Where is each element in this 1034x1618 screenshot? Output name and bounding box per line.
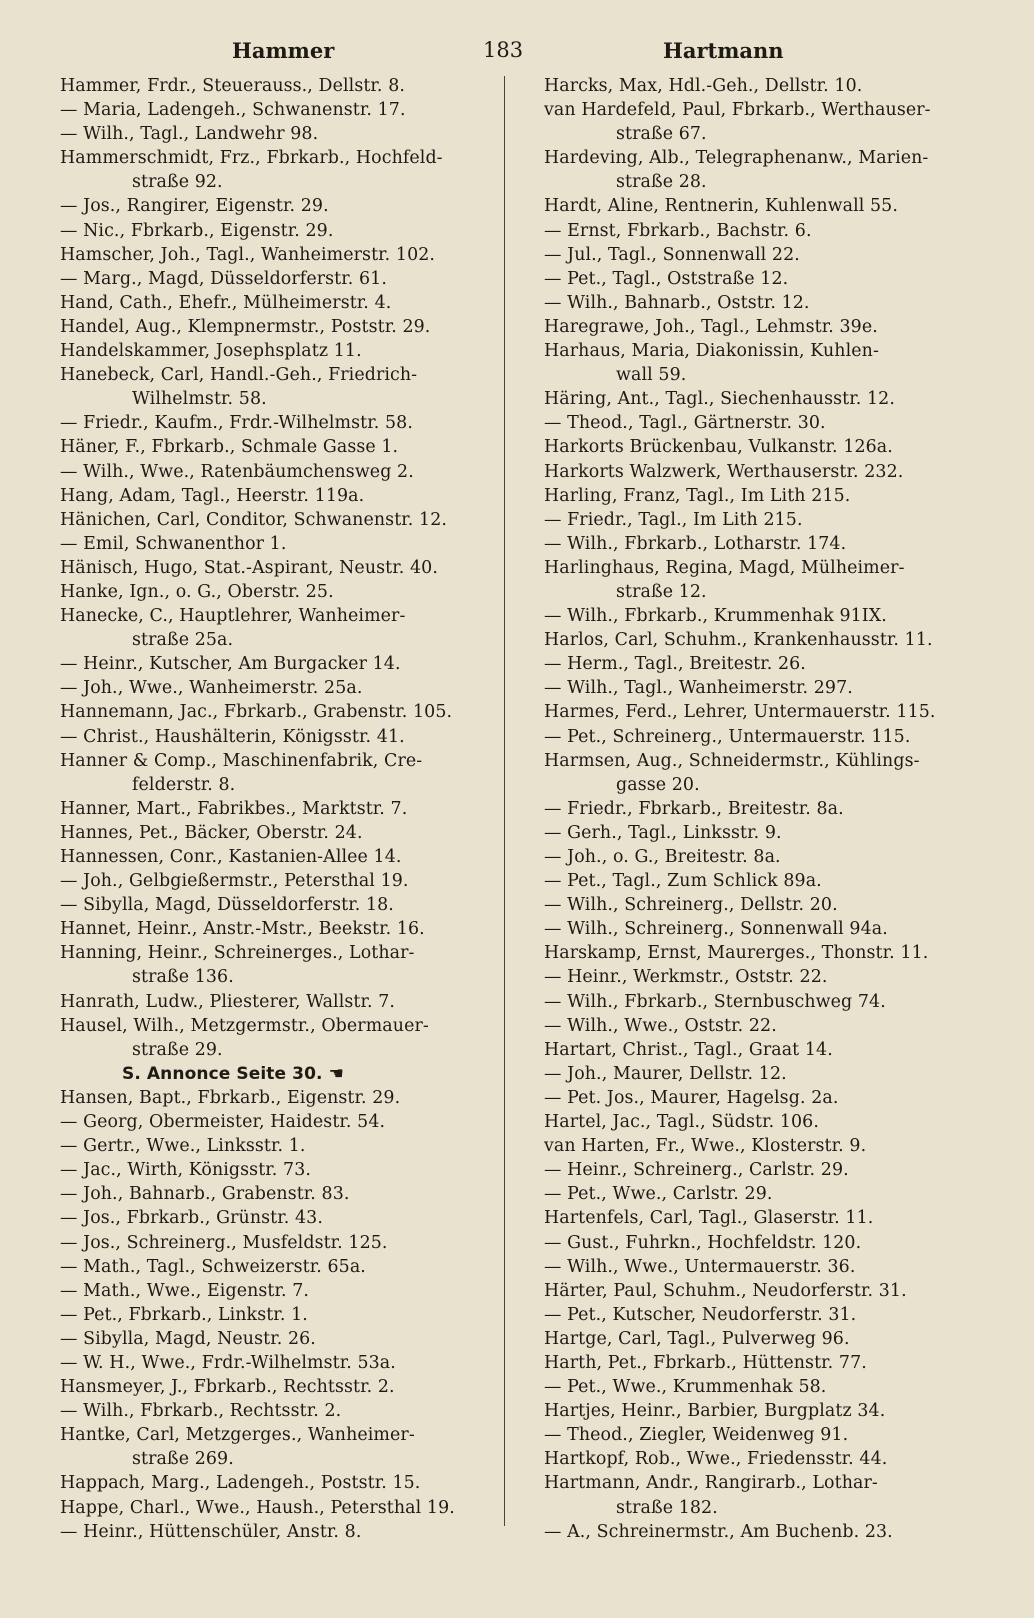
directory-entry: — Heinr., Hüttenschüler, Anstr. 8. bbox=[60, 1521, 362, 1542]
directory-entry: Härter, Paul, Schuhm., Neudorferstr. 31. bbox=[544, 1280, 907, 1301]
directory-entry: Hannessen, Conr., Kastanien-Allee 14. bbox=[60, 847, 402, 867]
directory-entry: Handelskammer, Josephsplatz 11. bbox=[60, 341, 362, 362]
right-column bbox=[522, 74, 982, 1544]
annonce-reference bbox=[60, 1062, 498, 1086]
directory-entry: — Friedr., Fbrkarb., Breitestr. 8a. bbox=[544, 798, 844, 819]
directory-entry: Häner, F., Fbrkarb., Schmale Gasse 1. bbox=[60, 437, 399, 458]
directory-entry: — Nic., Fbrkarb., Eigenstr. 29. bbox=[60, 220, 334, 241]
directory-entry: Harling, Franz, Tagl., Im Lith 215. bbox=[544, 485, 851, 506]
directory-entry: straße 182. bbox=[616, 1497, 718, 1518]
directory-entry: — Jul., Tagl., Sonnenwall 22. bbox=[544, 244, 800, 265]
directory-entry: — Friedr., Tagl., Im Lith 215. bbox=[544, 509, 803, 530]
directory-entry: — Pet., Wwe., Carlstr. 29. bbox=[544, 1184, 773, 1205]
column-divider bbox=[504, 76, 505, 1526]
directory-entry: Hammer, Frdr., Steuerauss., Dellstr. 8. bbox=[60, 76, 405, 96]
directory-entry: — Math., Wwe., Eigenstr. 7. bbox=[60, 1280, 310, 1301]
directory-entry: Hartmann, Andr., Rangirarb., Lothar- bbox=[544, 1473, 878, 1494]
directory-entry: Hänichen, Carl, Conditor, Schwanenstr. 12. bbox=[60, 509, 448, 530]
header-left-name: Hammer bbox=[232, 38, 335, 63]
directory-entry: — A., Schreinermstr., Am Buchenb. 23. bbox=[544, 1521, 893, 1542]
directory-entry: Wilhelmstr. 58. bbox=[132, 389, 267, 410]
directory-entry: Happe, Charl., Wwe., Haush., Petersthal 19. bbox=[60, 1497, 455, 1518]
directory-entry: — Wilh., Fbrkarb., Sternbuschweg 74. bbox=[544, 991, 886, 1012]
directory-entry: — Herm., Tagl., Breitestr. 26. bbox=[544, 654, 806, 675]
directory-entry: — Gertr., Wwe., Linksstr. 1. bbox=[60, 1136, 306, 1157]
directory-entry: wall 59. bbox=[616, 365, 687, 386]
directory-entry: — Heinr., Schreinerg., Carlstr. 29. bbox=[544, 1160, 849, 1181]
directory-entry: straße 28. bbox=[616, 172, 707, 193]
directory-entry: Harlinghaus, Regina, Magd, Mülheimer- bbox=[544, 557, 905, 578]
directory-entry: — Jos., Schreinerg., Musfeldstr. 125. bbox=[60, 1232, 388, 1253]
directory-entry: — Sibylla, Magd, Neustr. 26. bbox=[60, 1328, 316, 1349]
directory-entry: Hardeving, Alb., Telegraphenanw., Marien- bbox=[544, 148, 929, 169]
header-right-name: Hartmann bbox=[663, 38, 784, 63]
directory-entry: — Joh., o. G., Breitestr. 8a. bbox=[544, 847, 781, 867]
directory-entry: — Wilh., Wwe., Oststr. 22. bbox=[544, 1015, 777, 1036]
directory-entry: gasse 20. bbox=[616, 774, 700, 795]
directory-entry: — Wilh., Schreinerg., Dellstr. 20. bbox=[544, 895, 838, 916]
directory-entry: — Emil, Schwanenthor 1. bbox=[60, 533, 287, 554]
directory-entry: Hanebeck, Carl, Handl.-Geh., Friedrich- bbox=[60, 365, 418, 386]
directory-entry: Harmsen, Aug., Schneidermstr., Kühlings- bbox=[544, 750, 920, 771]
directory-entry: — Joh., Gelbgießermstr., Petersthal 19. bbox=[60, 871, 409, 892]
directory-entry: Hanning, Heinr., Schreinerges., Lothar- bbox=[60, 943, 415, 964]
directory-entry: — Theod., Ziegler, Weidenweg 91. bbox=[544, 1425, 849, 1446]
directory-entry: — Heinr., Kutscher, Am Burgacker 14. bbox=[60, 654, 401, 675]
directory-entry: Hannes, Pet., Bäcker, Oberstr. 24. bbox=[60, 822, 363, 843]
directory-entry: Harth, Pet., Fbrkarb., Hüttenstr. 77. bbox=[544, 1352, 867, 1373]
page-number: 183 bbox=[483, 38, 524, 62]
directory-entry: — Ernst, Fbrkarb., Bachstr. 6. bbox=[544, 220, 812, 241]
directory-entry: — Wilh., Fbrkarb., Lotharstr. 174. bbox=[544, 533, 847, 554]
directory-entry: — Maria, Ladengeh., Schwanenstr. 17. bbox=[60, 100, 406, 121]
annonce-text: S. Annonce Seite 30. bbox=[122, 1063, 323, 1084]
directory-entry: — Wilh., Fbrkarb., Krummenhak 91IX. bbox=[544, 606, 887, 627]
directory-entry: Hardt, Aline, Rentnerin, Kuhlenwall 55. bbox=[544, 196, 898, 217]
directory-entry: — Joh., Maurer, Dellstr. 12. bbox=[544, 1063, 787, 1084]
directory-entry: — Wilh., Tagl., Landwehr 98. bbox=[60, 124, 319, 145]
directory-entry: — Pet., Schreinerg., Untermauerstr. 115. bbox=[544, 726, 911, 747]
directory-entry: Hartjes, Heinr., Barbier, Burgplatz 34. bbox=[544, 1401, 886, 1422]
directory-entry: Hartart, Christ., Tagl., Graat 14. bbox=[544, 1039, 833, 1060]
directory-entry: Hang, Adam, Tagl., Heerstr. 119a. bbox=[60, 485, 365, 506]
directory-entry: — Sibylla, Magd, Düsseldorferstr. 18. bbox=[60, 895, 394, 916]
directory-entry: — Christ., Haushälterin, Königsstr. 41. bbox=[60, 726, 405, 747]
directory-entry: Hartel, Jac., Tagl., Südstr. 106. bbox=[544, 1112, 819, 1133]
directory-entry: — Wilh., Tagl., Wanheimerstr. 297. bbox=[544, 678, 853, 699]
directory-entry: Hand, Cath., Ehefr., Mülheimerstr. 4. bbox=[60, 292, 392, 313]
directory-entry: Harmes, Ferd., Lehrer, Untermauerstr. 115. bbox=[544, 702, 936, 723]
pointing-hand-icon: ☚ bbox=[328, 1063, 344, 1084]
directory-entry: — Friedr., Kaufm., Frdr.-Wilhelmstr. 58. bbox=[60, 413, 413, 434]
directory-entry: Hanecke, C., Hauptlehrer, Wanheimer- bbox=[60, 606, 406, 627]
directory-entry: Hausel, Wilh., Metzgermstr., Obermauer- bbox=[60, 1015, 429, 1036]
directory-entry: van Harten, Fr., Wwe., Klosterstr. 9. bbox=[544, 1136, 867, 1157]
directory-entry: Harhaus, Maria, Diakonissin, Kuhlen- bbox=[544, 341, 879, 362]
directory-entry: Hanke, Ign., o. G., Oberstr. 25. bbox=[60, 581, 334, 602]
directory-entry: straße 29. bbox=[132, 1039, 223, 1060]
directory-entry: Harcks, Max, Hdl.-Geh., Dellstr. 10. bbox=[544, 76, 863, 96]
directory-entry: — Theod., Tagl., Gärtnerstr. 30. bbox=[544, 413, 826, 434]
directory-entry: — Heinr., Werkmstr., Oststr. 22. bbox=[544, 967, 828, 988]
directory-entry: straße 25a. bbox=[132, 630, 234, 651]
directory-entry: Häring, Ant., Tagl., Siechenhausstr. 12. bbox=[544, 389, 895, 410]
directory-entry: straße 92. bbox=[132, 172, 223, 193]
entry-columns bbox=[60, 74, 1010, 1544]
directory-entry: — Pet., Fbrkarb., Linkstr. 1. bbox=[60, 1304, 308, 1325]
directory-entry: Hannet, Heinr., Anstr.-Mstr., Beekstr. 16. bbox=[60, 919, 425, 940]
directory-entry: — Math., Tagl., Schweizerstr. 65a. bbox=[60, 1256, 366, 1277]
directory-entry: Hammerschmidt, Frz., Fbrkarb., Hochfeld- bbox=[60, 148, 443, 169]
directory-entry: — Wilh., Schreinerg., Sonnenwall 94a. bbox=[544, 919, 888, 940]
directory-entry: — Pet., Tagl., Oststraße 12. bbox=[544, 268, 789, 289]
directory-entry: straße 269. bbox=[132, 1449, 234, 1470]
directory-entry: straße 136. bbox=[132, 967, 234, 988]
directory-entry: — Wilh., Fbrkarb., Rechtsstr. 2. bbox=[60, 1401, 342, 1422]
directory-entry: — Marg., Magd, Düsseldorferstr. 61. bbox=[60, 268, 387, 289]
directory-entry: Harlos, Carl, Schuhm., Krankenhausstr. 11. bbox=[544, 630, 933, 651]
directory-entry: — Jos., Rangirer, Eigenstr. 29. bbox=[60, 196, 329, 217]
directory-entry: Harkorts Walzwerk, Werthauserstr. 232. bbox=[544, 461, 904, 482]
directory-entry: Handel, Aug., Klempnermstr., Poststr. 29. bbox=[60, 316, 431, 337]
directory-entry: — Georg, Obermeister, Haidestr. 54. bbox=[60, 1112, 386, 1133]
directory-entry: Hanner, Mart., Fabrikbes., Marktstr. 7. bbox=[60, 798, 408, 819]
directory-entry: Hartkopf, Rob., Wwe., Friedensstr. 44. bbox=[544, 1449, 888, 1470]
directory-entry: straße 67. bbox=[616, 124, 707, 145]
directory-entry: — Jos., Fbrkarb., Grünstr. 43. bbox=[60, 1208, 323, 1229]
directory-entry: Happach, Marg., Ladengeh., Poststr. 15. bbox=[60, 1473, 421, 1494]
directory-entry: — Wilh., Bahnarb., Oststr. 12. bbox=[544, 292, 810, 313]
directory-entry: Hanrath, Ludw., Pliesterer, Wallstr. 7. bbox=[60, 991, 396, 1012]
directory-entry: — Joh., Wwe., Wanheimerstr. 25a. bbox=[60, 678, 363, 699]
directory-entry: Hannemann, Jac., Fbrkarb., Grabenstr. 105. bbox=[60, 702, 453, 723]
directory-entry: Hartge, Carl, Tagl., Pulverweg 96. bbox=[544, 1328, 850, 1349]
directory-entry: Hamscher, Joh., Tagl., Wanheimerstr. 102. bbox=[60, 244, 436, 265]
directory-entry: — Gerh., Tagl., Linksstr. 9. bbox=[544, 822, 782, 843]
directory-entry: straße 12. bbox=[616, 581, 707, 602]
directory-entry: — Gust., Fuhrkn., Hochfeldstr. 120. bbox=[544, 1232, 862, 1253]
directory-entry: Hanner & Comp., Maschinenfabrik, Cre- bbox=[60, 750, 423, 771]
directory-entry: — Pet., Kutscher, Neudorferstr. 31. bbox=[544, 1304, 857, 1325]
directory-entry: van Hardefeld, Paul, Fbrkarb., Werthauser- bbox=[544, 100, 931, 121]
directory-entry: — Wilh., Wwe., Untermauerstr. 36. bbox=[544, 1256, 856, 1277]
directory-entry: — Joh., Bahnarb., Grabenstr. 83. bbox=[60, 1184, 350, 1205]
directory-entry: — Wilh., Wwe., Ratenbäumchensweg 2. bbox=[60, 461, 414, 482]
directory-entry: — W. H., Wwe., Frdr.-Wilhelmstr. 53a. bbox=[60, 1352, 396, 1373]
directory-entry: Hansmeyer, J., Fbrkarb., Rechtsstr. 2. bbox=[60, 1377, 395, 1398]
directory-entry: — Pet., Tagl., Zum Schlick 89a. bbox=[544, 871, 822, 892]
directory-entry: Hartenfels, Carl, Tagl., Glaserstr. 11. bbox=[544, 1208, 874, 1229]
directory-entry: — Jac., Wirth, Königsstr. 73. bbox=[60, 1160, 312, 1181]
left-column bbox=[60, 74, 498, 1544]
directory-entry: Haregrawe, Joh., Tagl., Lehmstr. 39e. bbox=[544, 316, 878, 337]
directory-entry: — Pet., Wwe., Krummenhak 58. bbox=[544, 1377, 827, 1398]
directory-entry: Hänisch, Hugo, Stat.-Aspirant, Neustr. 40. bbox=[60, 557, 438, 578]
page-header bbox=[60, 34, 1010, 74]
directory-entry: Harskamp, Ernst, Maurerges., Thonstr. 11. bbox=[544, 943, 929, 964]
directory-entry: Harkorts Brückenbau, Vulkanstr. 126a. bbox=[544, 437, 893, 458]
directory-entry: Hansen, Bapt., Fbrkarb., Eigenstr. 29. bbox=[60, 1087, 401, 1108]
directory-entry: — Pet. Jos., Maurer, Hagelsg. 2a. bbox=[544, 1087, 839, 1108]
directory-entry: felderstr. 8. bbox=[132, 774, 236, 795]
directory-entry: Hantke, Carl, Metzgerges., Wanheimer- bbox=[60, 1425, 415, 1446]
